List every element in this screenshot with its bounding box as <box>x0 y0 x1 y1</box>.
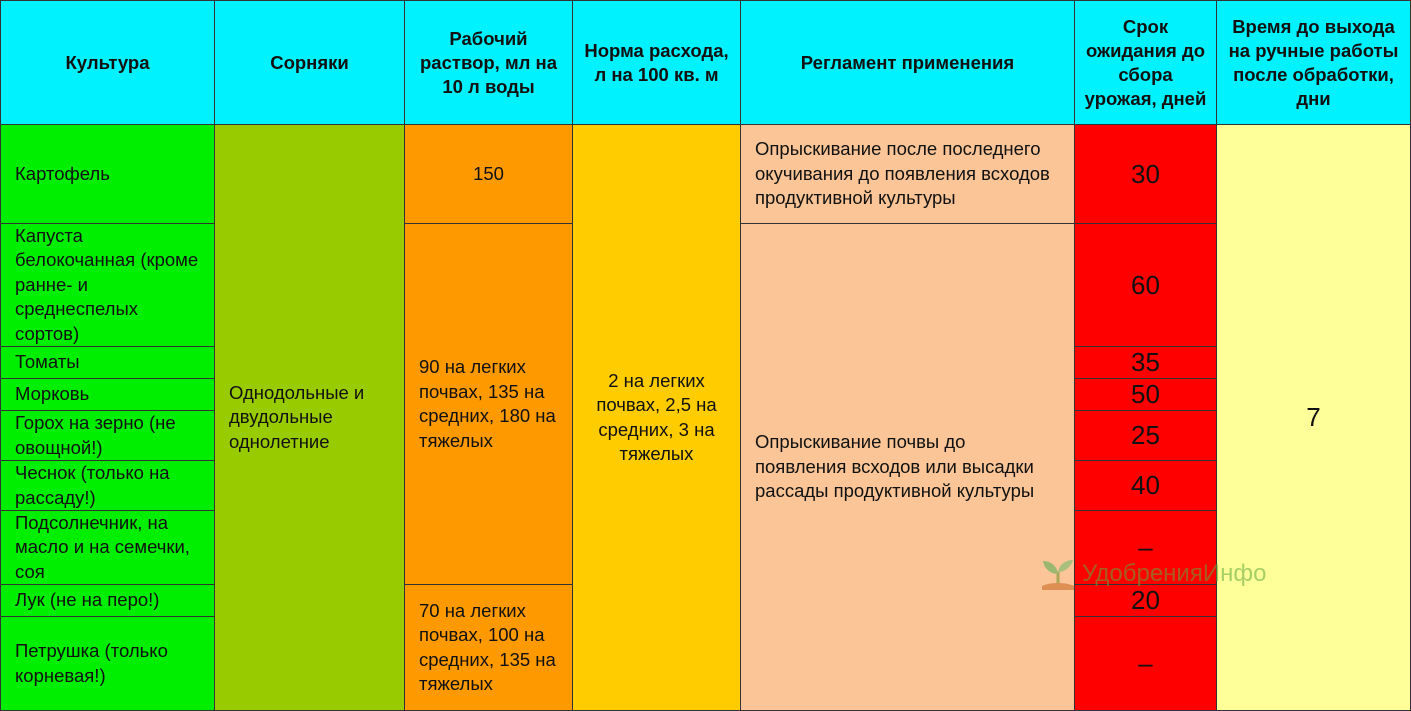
wait-days-cell: 30 <box>1075 125 1217 224</box>
crop-cell: Томаты <box>0 347 215 379</box>
wait-days-cell: 20 <box>1075 585 1217 617</box>
crop-cell: Чеснок (только на рассаду!) <box>0 461 215 511</box>
crop-cell: Горох на зерно (не овощной!) <box>0 411 215 461</box>
header-manual: Время до выхода на ручные работы после обработки, дни <box>1217 0 1411 125</box>
header-solution: Рабочий раствор, мл на 10 л воды <box>405 0 573 125</box>
header-crop: Культура <box>0 0 215 125</box>
wait-days-cell: 35 <box>1075 347 1217 379</box>
crop-cell: Капуста белокочанная (кроме ранне- и среднеспелых сортов) <box>0 224 215 347</box>
wait-days-cell: – <box>1075 511 1217 585</box>
header-wait: Срок ожидания до сбора урожая, дней <box>1075 0 1217 125</box>
solution-cell: 90 на легких почвах, 135 на средних, 180 на тяжелых <box>405 224 573 585</box>
watermark-text: УдобренияИнфо <box>1082 560 1267 587</box>
crop-cell: Петрушка (только корневая!) <box>0 617 215 711</box>
regulation-cell: Опрыскивание почвы до появления всходов или высадки рассады продуктивной культуры <box>741 224 1075 711</box>
solution-cell: 150 <box>405 125 573 224</box>
wait-days-cell: 50 <box>1075 379 1217 411</box>
wait-days-cell: 25 <box>1075 411 1217 461</box>
weeds-cell: Однодольные и двудольные однолетние <box>215 125 405 711</box>
crop-cell: Подсолнечник, на масло и на семечки, соя <box>0 511 215 585</box>
header-regulation: Регламент применения <box>741 0 1075 125</box>
wait-days-cell: 60 <box>1075 224 1217 347</box>
manual-days-cell: 7 <box>1217 125 1411 711</box>
header-norm: Норма расхода, л на 100 кв. м <box>573 0 741 125</box>
regulation-cell: Опрыскивание после последнего окучивания до появления всходов продуктивной культуры <box>741 125 1075 224</box>
header-weeds: Сорняки <box>215 0 405 125</box>
crop-cell: Морковь <box>0 379 215 411</box>
norm-cell: 2 на легких почвах, 2,5 на средних, 3 на тяжелых <box>573 125 741 711</box>
wait-days-cell: 40 <box>1075 461 1217 511</box>
wait-days-cell: – <box>1075 617 1217 711</box>
crop-cell: Картофель <box>0 125 215 224</box>
crop-cell: Лук (не на перо!) <box>0 585 215 617</box>
solution-cell: 70 на легких почвах, 100 на средних, 135 на тяжелых <box>405 585 573 711</box>
